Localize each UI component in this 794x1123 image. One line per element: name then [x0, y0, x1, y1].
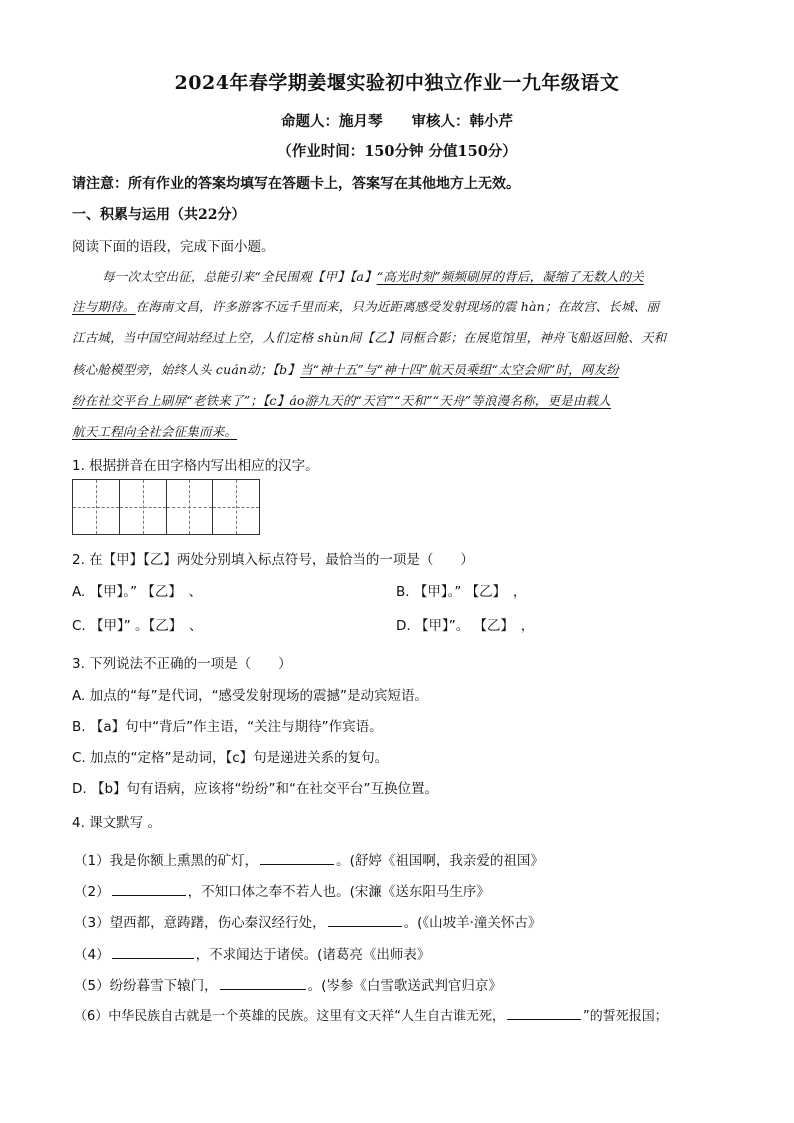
answer-blank[interactable] [220, 977, 306, 990]
dictation-item-1: （1）我是你额上熏黑的矿灯， 。(舒婷《祖国啊，我亲爱的祖国》 [74, 853, 544, 869]
section-intro: 阅读下面的语段，完成下面小题。 [72, 239, 275, 255]
tianzige-grid[interactable] [72, 479, 260, 535]
section-heading: 一、积累与运用（共22分） [72, 207, 246, 223]
notice: 请注意：所有作业的答案均填写在答题卡上，答案写在其他地方上无效。 [72, 176, 520, 192]
passage-line-1: 每一次太空出征，总能引来“全民围观【甲】【a】“高光时刻”频频刷屏的背后，凝缩了无数人的关 [102, 269, 644, 284]
passage-line-4: 核心舱模型旁，始终人头 cuán动；【b】当“神十五”与“神十四”航天员乘组“太空会师”时，网友纷 [72, 362, 619, 377]
author-line: 命题人：施月琴 审核人：韩小芹 [281, 113, 513, 130]
tianzige-cell[interactable] [167, 480, 214, 534]
question-2-option-a[interactable]: A. 【甲】。” 【乙】 、 [72, 584, 203, 600]
answer-blank[interactable] [112, 946, 194, 959]
passage-line-6: 航天工程向全社会征集而来。 [72, 424, 238, 439]
passage-line-3: 江古城，当中国空间站经过上空，人们定格 shùn间【乙】同框合影；在展览馆里，神舟飞船返回舱、天和 [72, 330, 667, 345]
tianzige-cell[interactable] [213, 480, 259, 534]
answer-blank[interactable] [112, 883, 186, 896]
dictation-item-3: （3）望西都，意踌躇，伤心秦汉经行处， 。(《山坡羊·潼关怀古》 [74, 915, 542, 931]
dictation-item-5: （5）纷纷暮雪下辕门， 。(岑参《白雪歌送武判官归京》 [74, 978, 502, 994]
answer-blank[interactable] [260, 852, 334, 865]
dictation-item-6: （6）中华民族自古就是一个英雄的民族。这里有文天祥“人生自古谁无死， ”的誓死报国； [74, 1009, 668, 1024]
page-title: 2024年春学期姜堰实验初中独立作业一九年级语文 [174, 72, 620, 94]
passage-line-2: 注与期待。在海南文昌，许多游客不远千里而来，只为近距离感受发射现场的震 hàn；在故宫、长城、丽 [72, 299, 660, 314]
question-3-stem: 3. 下列说法不正确的一项是（ ） [72, 656, 292, 672]
question-2-stem: 2. 在【甲】【乙】两处分别填入标点符号，最恰当的一项是（ ） [72, 552, 474, 568]
time-score-line: （作业时间：150分钟 分值150分） [277, 143, 517, 160]
dictation-item-4: （4） ，不求闻达于诸侯。(诸葛亮《出师表》 [74, 947, 431, 963]
question-3-option-a[interactable]: A. 加点的“每”是代词，“感受发射现场的震撼”是动宾短语。 [72, 688, 429, 704]
question-2-option-c[interactable]: C. 【甲】” 。【乙】 、 [72, 618, 203, 634]
passage-line-5: 纷在社交平台上刷屏“老铁来了”；【c】áo游九天的“天宫”“天和”“天舟”等浪漫名称，更是由载人 [72, 393, 611, 408]
question-2-option-b[interactable]: B. 【甲】。” 【乙】 ， [396, 584, 527, 600]
question-3-option-d[interactable]: D. 【b】句有语病，应该将“纷纷”和“在社交平台”互换位置。 [72, 781, 439, 797]
tianzige-cell[interactable] [120, 480, 167, 534]
question-3-option-c[interactable]: C. 加点的“定格”是动词，【c】句是递进关系的复句。 [72, 750, 389, 766]
question-1-stem: 1. 根据拼音在田字格内写出相应的汉字。 [72, 458, 319, 474]
question-3-option-b[interactable]: B. 【a】句中“背后”作主语，“关注与期待”作宾语。 [72, 719, 383, 735]
answer-blank[interactable] [328, 914, 402, 927]
dictation-item-2: （2） ，不知口体之奉不若人也。(宋濂《送东阳马生序》 [74, 884, 490, 900]
answer-blank[interactable] [507, 1007, 581, 1020]
question-2-option-d[interactable]: D. 【甲】”。 【乙】 ， [396, 618, 535, 634]
question-4-stem: 4. 课文默写 。 [72, 815, 161, 831]
tianzige-cell[interactable] [73, 480, 120, 534]
